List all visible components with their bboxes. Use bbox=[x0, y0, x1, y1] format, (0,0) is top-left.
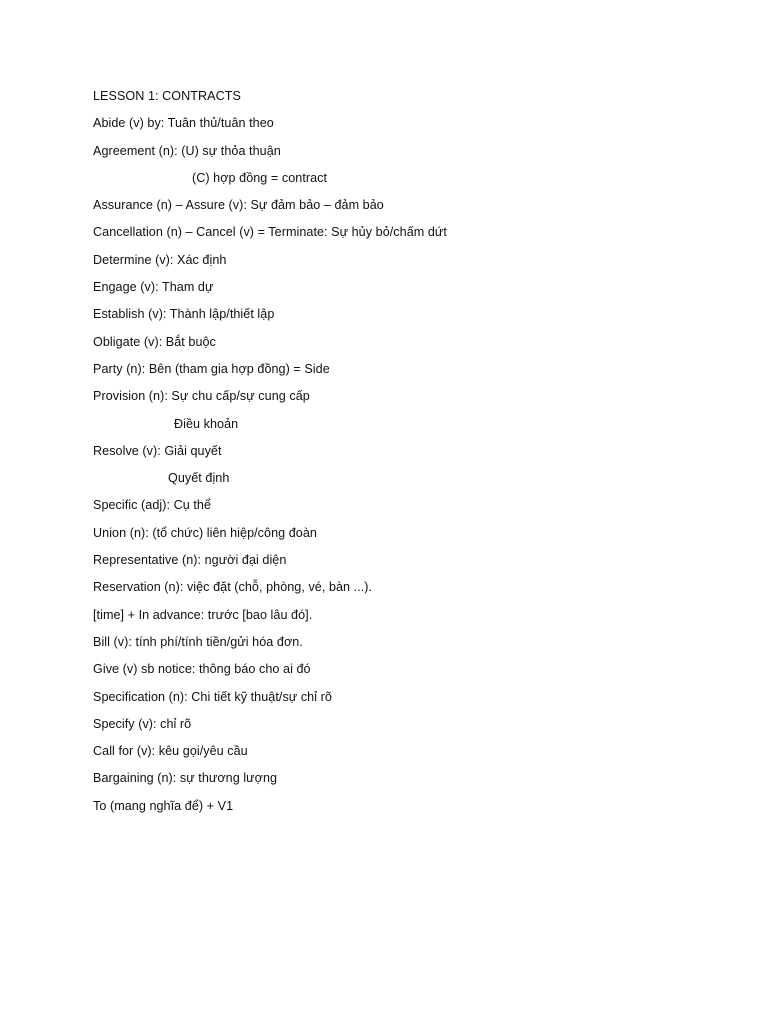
vocab-line-union: Union (n): (tổ chức) liên hiệp/công đoàn bbox=[93, 525, 317, 540]
vocab-line-bill: Bill (v): tính phí/tính tiền/gửi hóa đơn. bbox=[93, 634, 303, 649]
vocab-line-specification: Specification (n): Chi tiết kỹ thuật/sự chỉ rõ bbox=[93, 689, 332, 704]
vocab-line-engage: Engage (v): Tham dự bbox=[93, 280, 214, 295]
vocab-line-to-v1: To (mang nghĩa để) + V1 bbox=[93, 798, 234, 813]
vocab-line-agreement: Agreement (n): (U) sự thỏa thuận bbox=[93, 143, 281, 158]
vocab-line-cancellation: Cancellation (n) – Cancel (v) = Terminate: Sự hủy bỏ/chấm dứt bbox=[93, 225, 447, 240]
vocab-line-establish: Establish (v): Thành lập/thiết lập bbox=[93, 307, 275, 322]
vocab-line-determine: Determine (v): Xác định bbox=[93, 252, 227, 267]
vocab-line-call-for: Call for (v): kêu gọi/yêu cầu bbox=[93, 744, 248, 759]
vocab-line-give-notice: Give (v) sb notice: thông báo cho ai đó bbox=[93, 662, 311, 677]
vocab-line-in-advance: [time] + In advance: trước [bao lâu đó]. bbox=[93, 607, 313, 622]
vocab-line-reservation: Reservation (n): việc đặt (chỗ, phòng, vé, bàn ...). bbox=[93, 580, 373, 595]
vocab-line-resolve-decide: Quyết định bbox=[168, 471, 230, 486]
vocab-line-resolve: Resolve (v): Giải quyết bbox=[93, 443, 222, 458]
vocabulary-list bbox=[93, 87, 733, 824]
vocab-line-specific: Specific (adj): Cụ thể bbox=[93, 498, 211, 513]
vocab-line-agreement-countable: (C) hợp đồng = contract bbox=[192, 170, 328, 185]
vocab-line-provision-clause: Điều khoản bbox=[174, 416, 239, 431]
vocab-line-party: Party (n): Bên (tham gia hợp đồng) = Side bbox=[93, 361, 330, 376]
vocab-line-provision: Provision (n): Sự chu cấp/sự cung cấp bbox=[93, 389, 310, 404]
lesson-title: LESSON 1: CONTRACTS bbox=[93, 89, 241, 103]
vocab-line-obligate: Obligate (v): Bắt buộc bbox=[93, 334, 216, 349]
vocab-line-abide: Abide (v) by: Tuân thủ/tuân theo bbox=[93, 116, 274, 131]
vocab-line-assurance: Assurance (n) – Assure (v): Sự đảm bảo – đảm bảo bbox=[93, 198, 384, 213]
vocab-line-representative: Representative (n): người đại diện bbox=[93, 553, 287, 568]
vocab-line-specify: Specify (v): chỉ rõ bbox=[93, 716, 192, 731]
vocab-line-bargaining: Bargaining (n): sự thương lượng bbox=[93, 771, 278, 786]
